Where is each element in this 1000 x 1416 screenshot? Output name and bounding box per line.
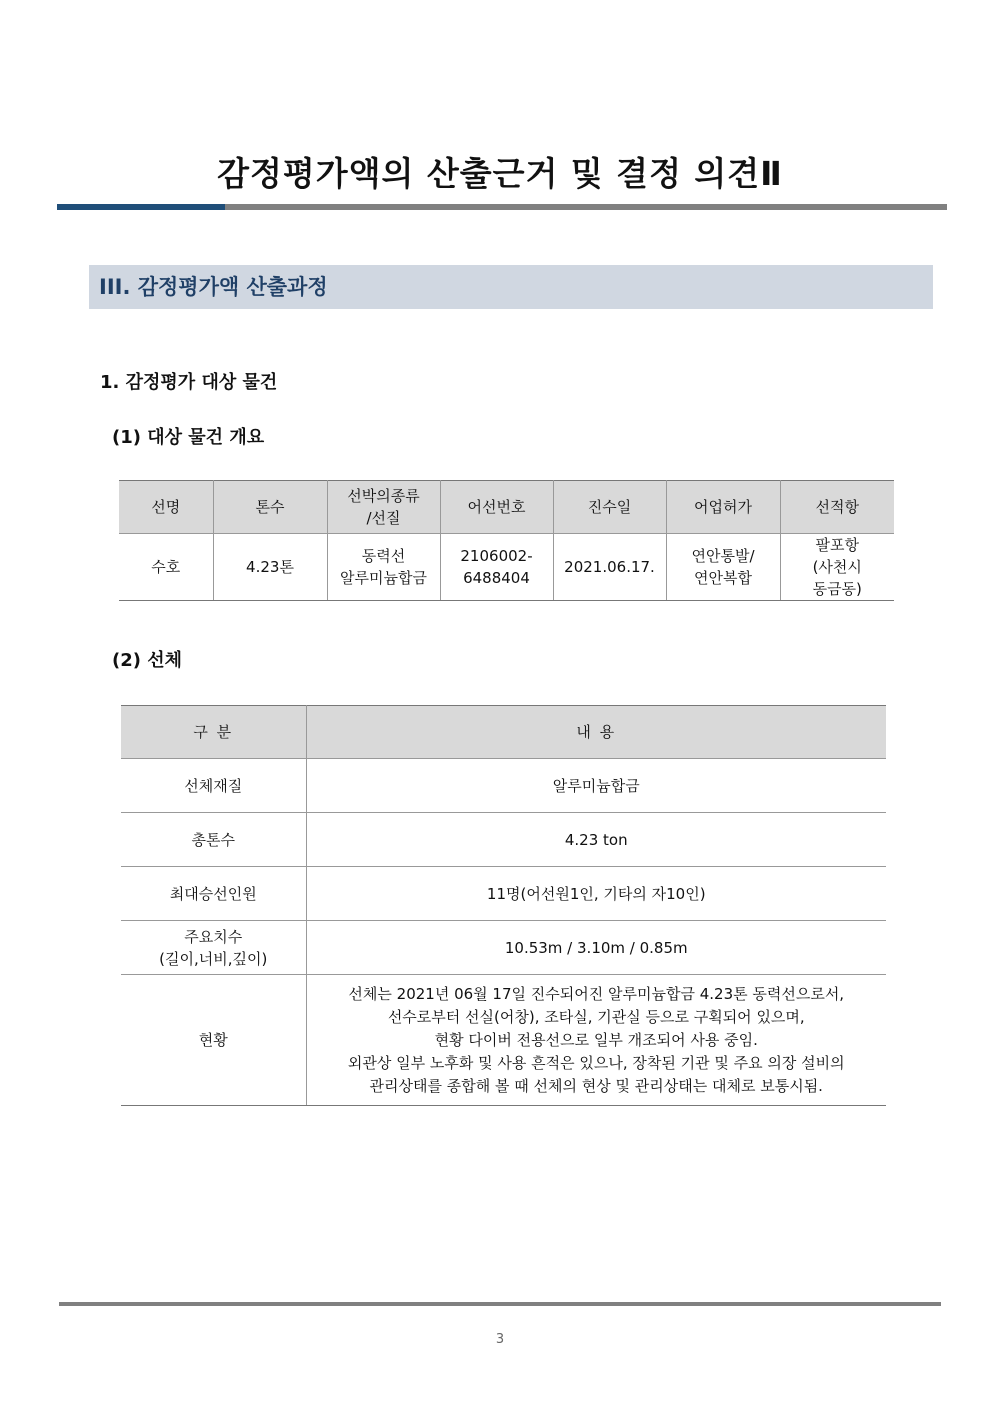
col-header-ship-type-text: 선박의종류 /선질 — [347, 487, 420, 527]
col-header-fishing-license — [666, 481, 780, 534]
row-value-gross-tonnage: 4.23 ton — [306, 813, 886, 867]
col-header-content: 내 용 — [306, 706, 886, 759]
section-heading: III. 감정평가액 산출과정 — [89, 265, 933, 309]
row-value-hull-material: 알루미늄합금 — [306, 759, 886, 813]
title-underline-accent — [57, 204, 225, 210]
cell-launch-date: 2021.06.17. — [553, 534, 666, 601]
hull-table-header-row — [121, 706, 886, 759]
table-row — [121, 975, 886, 1106]
overview-table-header-row — [119, 481, 894, 534]
title-underline — [57, 204, 947, 210]
table-row — [121, 813, 886, 867]
cell-fishing-license: 연안통발/ 연안복합 — [666, 534, 780, 601]
table-row — [119, 534, 894, 601]
row-label-status: 현황 — [121, 975, 306, 1106]
footer-rule — [59, 1302, 941, 1306]
row-value-main-dimensions: 10.53m / 3.10m / 0.85m — [306, 921, 886, 975]
col-header-tonnage-text: 톤수 — [255, 498, 285, 516]
col-header-category: 구 분 — [121, 706, 306, 759]
heading-hull: (2) 선체 — [112, 650, 183, 671]
row-label-main-dimensions: 주요치수 (길이,너비,깊이) — [121, 921, 306, 975]
col-header-fishing-boat-number-text: 어선번호 — [467, 498, 526, 516]
status-line: 외관상 일부 노후화 및 사용 흔적은 있으나, 장착된 기관 및 주요 의장 설비의 — [347, 1053, 845, 1072]
status-line: 현황 다이버 전용선으로 일부 개조되어 사용 중임. — [434, 1030, 758, 1049]
cell-ship-name: 수호 — [119, 534, 213, 601]
overview-table — [119, 480, 894, 601]
row-value-status — [306, 975, 886, 1106]
page-number: 3 — [495, 1332, 505, 1347]
row-label-gross-tonnage: 총톤수 — [121, 813, 306, 867]
row-label-max-capacity: 최대승선인원 — [121, 867, 306, 921]
table-row — [121, 867, 886, 921]
col-header-launch-date-text: 진수일 — [587, 498, 632, 516]
col-header-launch-date — [553, 481, 666, 534]
col-header-home-port-text: 선적항 — [815, 498, 859, 516]
col-header-ship-name-text: 선명 — [151, 498, 181, 516]
col-header-ship-type — [327, 481, 440, 534]
col-header-fishing-license-text: 어업허가 — [694, 498, 752, 516]
col-header-ship-name — [119, 481, 213, 534]
hull-table — [121, 705, 886, 1106]
col-header-home-port — [780, 481, 894, 534]
page-title: 감정평가액의 산출근거 및 결정 의견Ⅱ — [217, 154, 783, 193]
col-header-fishing-boat-number — [440, 481, 553, 534]
cell-tonnage: 4.23톤 — [213, 534, 327, 601]
table-row — [121, 759, 886, 813]
status-line: 관리상태를 종합해 볼 때 선체의 현상 및 관리상태는 대체로 보통시됨. — [369, 1076, 823, 1095]
cell-fishing-boat-number: 2106002- 6488404 — [440, 534, 553, 601]
cell-ship-type: 동력선 알루미늄합금 — [327, 534, 440, 601]
table-row — [121, 921, 886, 975]
row-label-hull-material: 선체재질 — [121, 759, 306, 813]
col-header-tonnage — [213, 481, 327, 534]
cell-home-port: 팔포항 (사천시 동금동) — [780, 534, 894, 601]
row-value-max-capacity: 11명(어선원1인, 기타의 자10인) — [306, 867, 886, 921]
status-line: 선체는 2021년 06월 17일 진수되어진 알루미늄합금 4.23톤 동력선으로서, — [348, 984, 845, 1003]
heading-property-overview: (1) 대상 물건 개요 — [112, 427, 265, 448]
status-line: 선수로부터 선실(어창), 조타실, 기관실 등으로 구획되어 있으며, — [387, 1007, 805, 1026]
heading-target-property: 1. 감정평가 대상 물건 — [100, 372, 278, 393]
